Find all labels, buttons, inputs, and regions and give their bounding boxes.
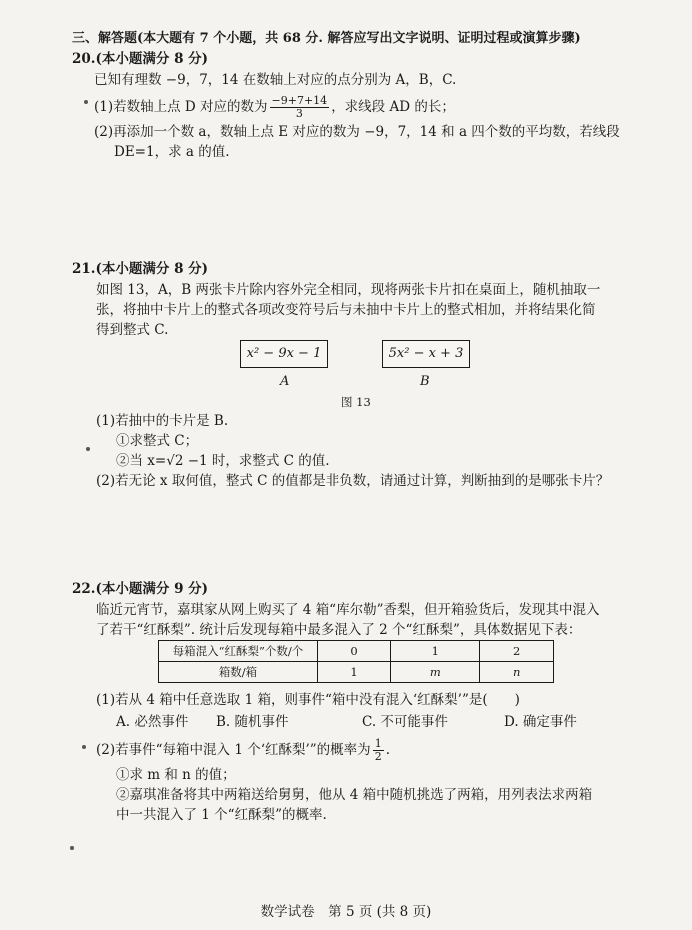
data-table <box>158 640 554 683</box>
scan-speck <box>70 846 74 850</box>
scan-speck <box>86 447 90 451</box>
q22-frac-den: 2 <box>374 750 382 763</box>
q21-intro-line3: 得到整式 C. <box>96 322 169 338</box>
q22-part1: (1)若从 4 箱中任意选取 1 箱，则事件“箱中没有混入‘红酥梨’”是( ) <box>96 692 520 708</box>
q20-intro: 已知有理数 −9，7，14 在数轴上对应的点分别为 A，B，C. <box>94 72 457 88</box>
option-d: D. 确定事件 <box>504 714 577 730</box>
card-b: 5x² − x + 3 <box>382 340 470 368</box>
table-cell: 2 <box>480 641 554 662</box>
q21-part1: (1)若抽中的卡片是 B. <box>96 413 229 429</box>
table-row2-header: 箱数/箱 <box>159 662 318 683</box>
q22-part2 <box>96 738 390 763</box>
q21-number: 21.(本小题满分 8 分) <box>72 261 209 277</box>
q22-number: 22.(本小题满分 9 分) <box>72 581 209 597</box>
table-row <box>159 662 554 683</box>
page-footer: 数学试卷 第 5 页 (共 8 页) <box>260 904 432 920</box>
table-cell: n <box>480 662 554 683</box>
option-b: B. 随机事件 <box>216 714 289 730</box>
q22-part2-post: . <box>385 742 390 758</box>
q22-part2-ii-line2: 中一共混入了 1 个“红酥梨”的概率. <box>116 807 327 823</box>
q20-part2-line1: (2)再添加一个数 a，数轴上点 E 对应的数为 −9，7，14 和 a 四个数的平均数，若线段 <box>94 124 620 140</box>
q20-part1-post: ，求线段 AD 的长； <box>331 99 455 115</box>
q21-part2: (2)若无论 x 取何值，整式 C 的值都是非负数，请通过计算，判断抽到的是哪张卡片？ <box>96 473 610 489</box>
q22-frac-num: 1 <box>374 737 382 750</box>
q20-part2-line2: DE=1，求 a 的值. <box>114 144 230 160</box>
q20-frac-den: 3 <box>295 107 303 120</box>
table-row1-header: 每箱混入“红酥梨”个数/个 <box>159 641 318 662</box>
q22-intro-line1: 临近元宵节，嘉琪家从网上购买了 4 箱“库尔勒”香梨，但开箱验货后，发现其中混入 <box>96 602 600 618</box>
table-cell: 1 <box>318 662 391 683</box>
figure-caption: 图 13 <box>341 395 371 409</box>
q22-intro-line2: 了若干“红酥梨”. 统计后发现每箱中最多混入了 2 个“红酥梨”，具体数据见下表： <box>96 622 582 638</box>
option-a: A. 必然事件 <box>116 714 189 730</box>
card-b-label: B <box>420 374 430 389</box>
q22-fraction <box>373 738 384 763</box>
table-cell: 0 <box>318 641 391 662</box>
q21-intro-line1: 如图 13，A，B 两张卡片除内容外完全相同，现将两张卡片扣在桌面上，随机抽取一 <box>96 282 601 298</box>
table-cell: m <box>391 662 480 683</box>
section-title: 三、解答题(本大题有 7 个小题，共 68 分. 解答应写出文字说明、证明过程或演算步骤) <box>72 31 581 46</box>
scan-speck <box>82 745 86 749</box>
option-c: C. 不可能事件 <box>362 714 448 730</box>
card-a-label: A <box>280 374 290 389</box>
table-cell: 1 <box>391 641 480 662</box>
q21-part1-ii: ②当 x=√2 −1 时，求整式 C 的值. <box>116 453 330 469</box>
q22-part2-pre: (2)若事件“每箱中混入 1 个‘红酥梨’”的概率为 <box>96 742 371 758</box>
q20-fraction <box>270 95 330 120</box>
table-row <box>159 641 554 662</box>
q21-part1-i: ①求整式 C； <box>116 433 199 449</box>
q20-number: 20.(本小题满分 8 分) <box>72 51 209 67</box>
q20-part1-pre: (1)若数轴上点 D 对应的数为 <box>94 99 268 115</box>
q22-part2-ii-line1: ②嘉琪准备将其中两箱送给舅舅，他从 4 箱中随机挑选了两箱，用列表法求两箱 <box>116 787 593 803</box>
q20-frac-num: −9+7+14 <box>271 94 328 107</box>
scan-speck <box>84 100 88 104</box>
q21-intro-line2: 张，将抽中卡片上的整式各项改变符号后与未抽中卡片上的整式相加，并将结果化简 <box>96 302 596 318</box>
q22-part2-i: ①求 m 和 n 的值； <box>116 767 236 783</box>
q20-part1 <box>94 95 455 120</box>
card-a: x² − 9x − 1 <box>240 340 328 368</box>
